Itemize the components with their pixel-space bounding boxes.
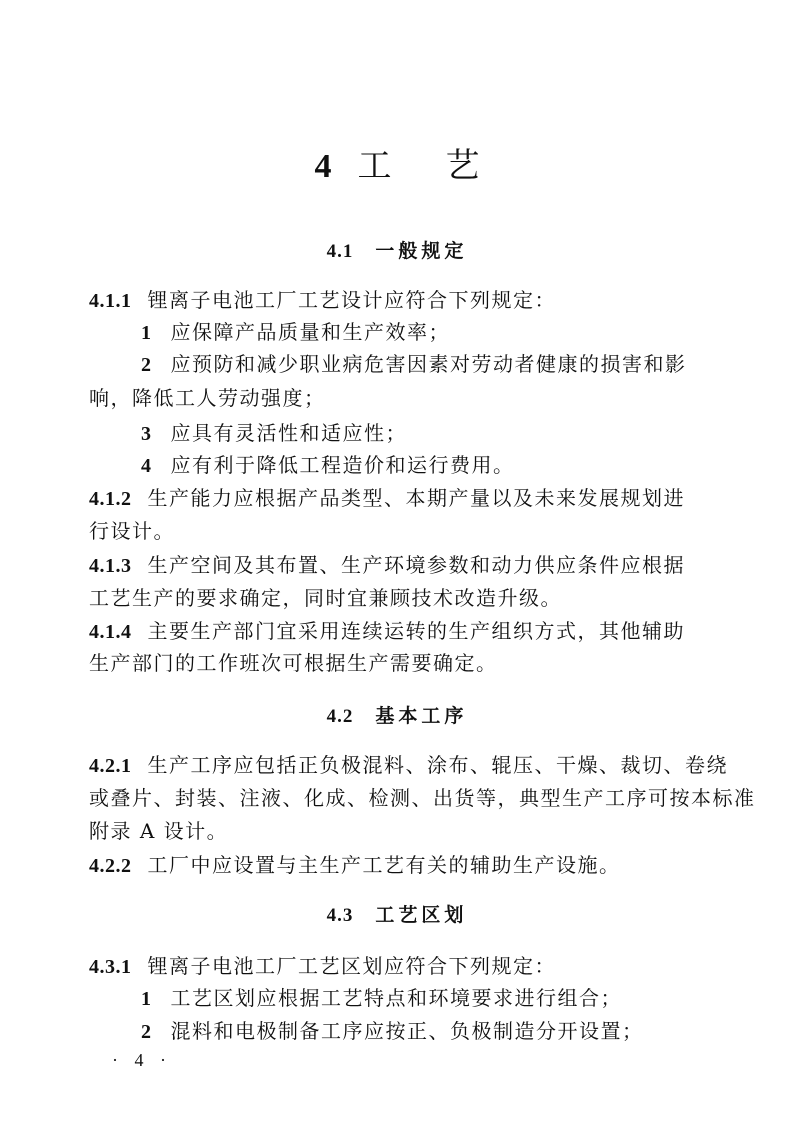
- page-number: · 4 ·: [112, 1050, 172, 1070]
- list-item-1: [141, 983, 781, 1014]
- clause-4-2-1-continuation-2: 附录 A 设计。: [89, 819, 229, 843]
- chapter-title-char-2: 艺: [445, 146, 480, 186]
- clause-4-1-4-continuation: 生产部门的工作班次可根据生产需要确定。: [89, 651, 498, 675]
- clause-4-1-1: [89, 285, 729, 316]
- item-text: 应有利于降低工程造价和运行费用。: [170, 453, 515, 477]
- section-number: 4.3: [326, 905, 354, 926]
- clause-4-2-1: [89, 750, 729, 781]
- clause-number: 4.1.4: [89, 621, 132, 643]
- clause-text: 锂离子电池工厂工艺设计应符合下列规定：: [147, 288, 556, 312]
- clause-text: 生产能力应根据产品类型、本期产量以及未来发展规划进: [147, 486, 685, 510]
- clause-number: 4.3.1: [89, 956, 132, 978]
- clause-number: 4.1.3: [89, 555, 132, 577]
- item-number: 2: [141, 1021, 153, 1043]
- section-number: 4.1: [326, 241, 354, 262]
- list-item-2: [141, 349, 781, 380]
- chapter-title: [0, 143, 794, 190]
- clause-text: 锂离子电池工厂工艺区划应符合下列规定：: [147, 954, 556, 978]
- section-title-4-3: [0, 900, 794, 931]
- clause-number: 4.1.2: [89, 488, 132, 510]
- item-text: 应具有灵活性和适应性；: [170, 421, 407, 445]
- clause-4-2-1-continuation-1: 或叠片、封装、注液、化成、检测、出货等，典型生产工序可按本标准: [89, 786, 756, 810]
- clause-4-1-3-continuation: 工艺生产的要求确定，同时宜兼顾技术改造升级。: [89, 586, 562, 610]
- clause-text: 主要生产部门宜采用连续运转的生产组织方式，其他辅助: [147, 619, 685, 643]
- chapter-number: 4: [314, 148, 332, 185]
- item-number: 4: [141, 455, 153, 477]
- clause-4-1-3: [89, 550, 729, 581]
- item-number: 1: [141, 322, 153, 344]
- clause-text: 生产空间及其布置、生产环境参数和动力供应条件应根据: [147, 553, 685, 577]
- item-number: 3: [141, 423, 153, 445]
- clause-text: 工厂中应设置与主生产工艺有关的辅助生产设施。: [147, 853, 621, 877]
- clause-text: 生产工序应包括正负极混料、涂布、辊压、干燥、裁切、卷绕: [147, 753, 728, 777]
- section-number: 4.2: [326, 706, 354, 727]
- clause-4-1-2-continuation: 行设计。: [89, 519, 175, 543]
- clause-number: 4.2.2: [89, 855, 132, 877]
- item-number: 1: [141, 988, 153, 1010]
- clause-number: 4.2.1: [89, 755, 132, 777]
- clause-4-2-2: [89, 850, 729, 881]
- section-heading: 工艺区划: [375, 904, 468, 926]
- clause-4-3-1: [89, 951, 729, 982]
- item-text: 应保障产品质量和生产效率；: [170, 320, 450, 344]
- list-item-2: [141, 1016, 781, 1047]
- chapter-title-char-1: 工: [357, 146, 392, 186]
- item-number: 2: [141, 354, 153, 376]
- list-item-1: [141, 317, 781, 348]
- item-text: 应预防和减少职业病危害因素对劳动者健康的损害和影: [170, 352, 687, 376]
- list-item-4: [141, 450, 781, 481]
- section-heading: 基本工序: [375, 705, 468, 727]
- clause-number: 4.1.1: [89, 290, 132, 312]
- clause-4-1-2: [89, 483, 729, 514]
- section-heading: 一般规定: [375, 240, 468, 262]
- section-title-4-1: [0, 236, 794, 267]
- item-text: 工艺区划应根据工艺特点和环境要求进行组合；: [170, 986, 622, 1010]
- section-title-4-2: [0, 701, 794, 732]
- clause-4-1-4: [89, 616, 729, 647]
- list-item-3: [141, 418, 781, 449]
- list-item-2-continuation: 响，降低工人劳动强度；: [89, 386, 326, 410]
- item-text: 混料和电极制备工序应按正、负极制造分开设置；: [170, 1019, 644, 1043]
